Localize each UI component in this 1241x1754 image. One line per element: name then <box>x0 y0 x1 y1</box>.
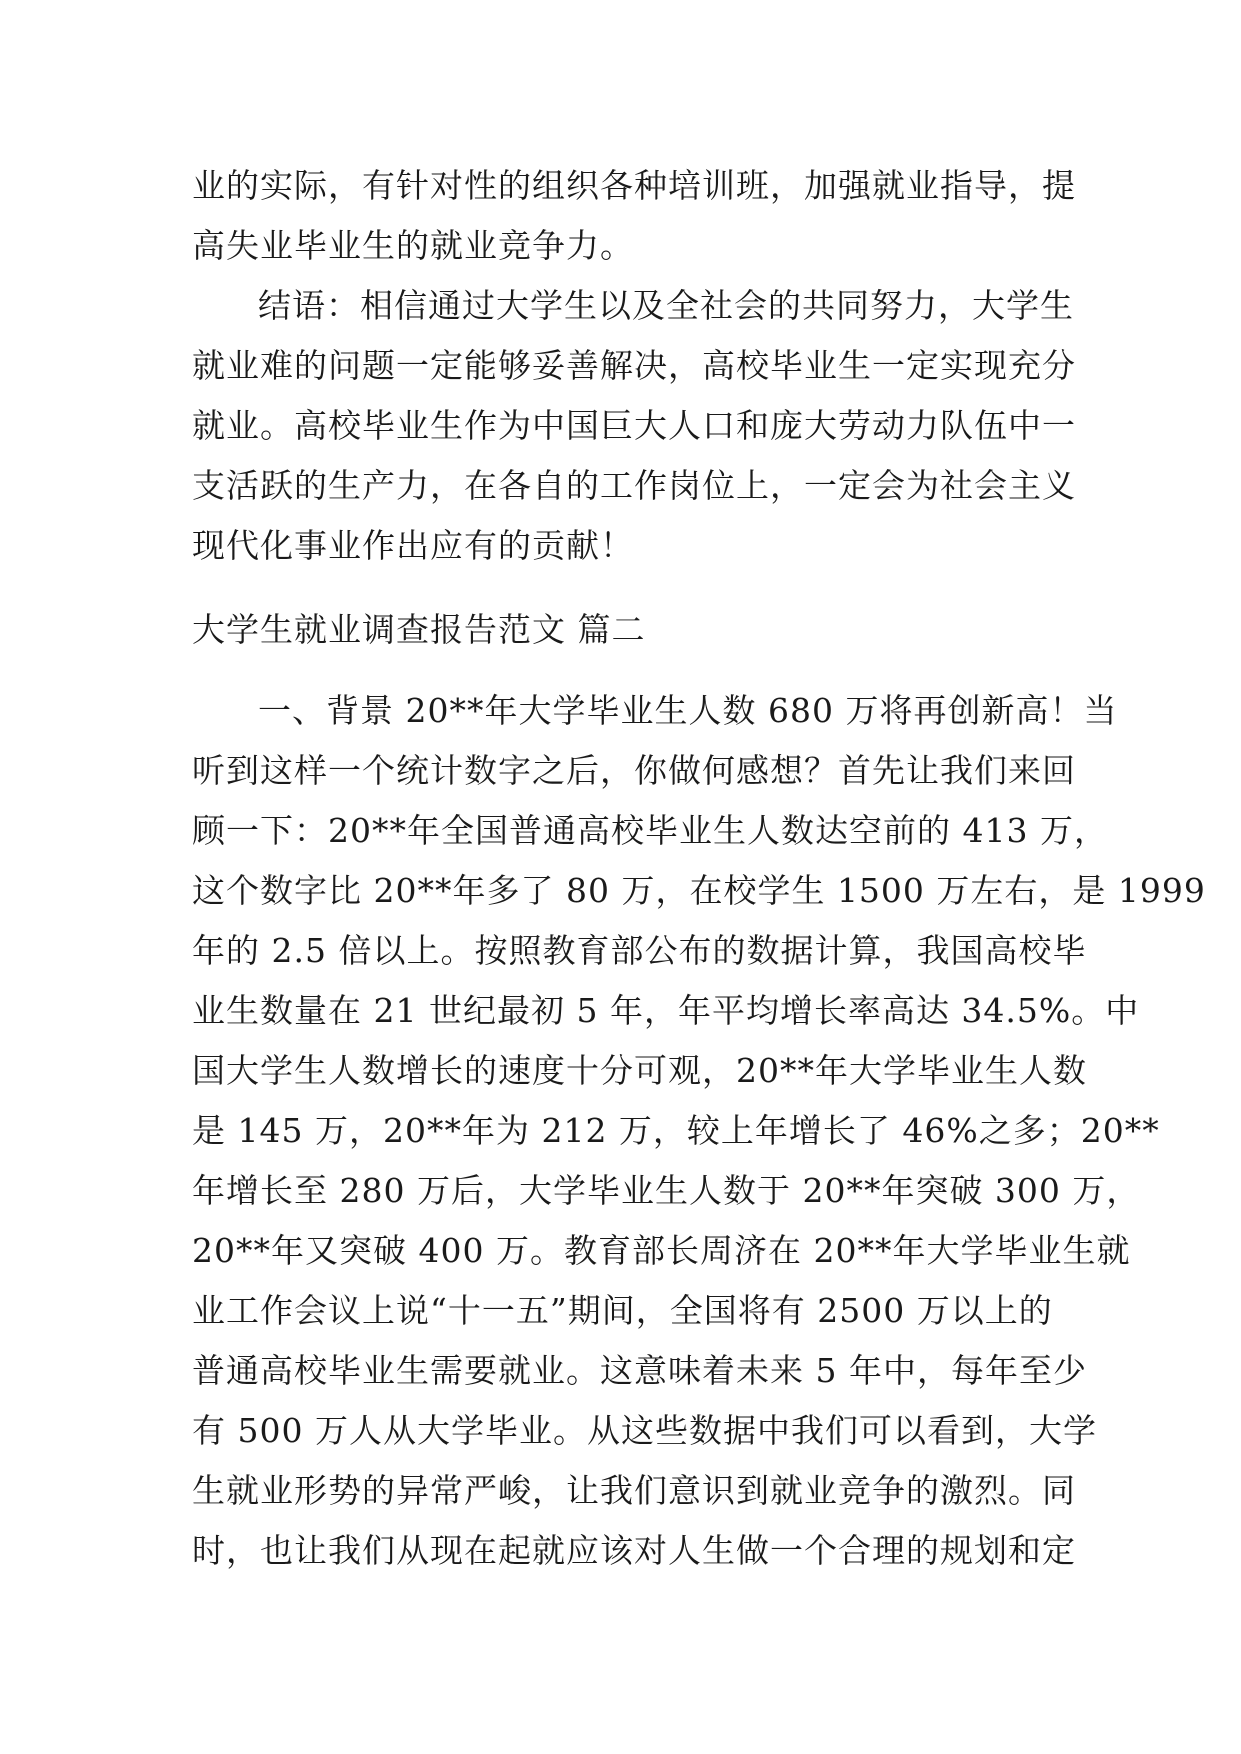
background-paragraph <box>192 681 1206 1581</box>
section-heading <box>192 600 1052 660</box>
text-line: 这个数字比 20**年多了 80 万，在校学生 1500 万左右，是 1999 <box>192 871 1206 910</box>
continued-paragraph <box>192 156 1076 276</box>
text-line: 就业。高校毕业生作为中国巨大人口和庞大劳动力队伍中一 <box>192 406 1076 445</box>
text-line: 一、背景 20**年大学毕业生人数 680 万将再创新高！当 <box>258 691 1118 730</box>
text-line: 年增长至 280 万后，大学毕业生人数于 20**年突破 300 万， <box>192 1171 1141 1210</box>
text-line: 年的 2.5 倍以上。按照教育部公布的数据计算，我国高校毕 <box>192 931 1087 970</box>
text-line: 结语：相信通过大学生以及全社会的共同努力，大学生 <box>258 286 1074 325</box>
text-line: 国大学生人数增长的速度十分可观，20**年大学毕业生人数 <box>192 1051 1087 1090</box>
text-line: 支活跃的生产力，在各自的工作岗位上，一定会为社会主义 <box>192 466 1076 505</box>
text-line: 20**年又突破 400 万。教育部长周济在 20**年大学毕业生就 <box>192 1231 1131 1270</box>
text-line: 现代化事业作出应有的贡献！ <box>192 526 634 565</box>
text-line: 有 500 万人从大学毕业。从这些数据中我们可以看到，大学 <box>192 1411 1097 1450</box>
text-line: 业工作会议上说“十一五”期间，全国将有 2500 万以上的 <box>192 1291 1053 1330</box>
text-line: 顾一下：20**年全国普通高校毕业生人数达空前的 413 万， <box>192 811 1108 850</box>
text-line: 高失业毕业生的就业竞争力。 <box>192 226 634 265</box>
section-heading-text: 大学生就业调查报告范文 篇二 <box>192 610 646 649</box>
text-line: 听到这样一个统计数字之后，你做何感想？首先让我们来回 <box>192 751 1076 790</box>
text-line: 普通高校毕业生需要就业。这意味着未来 5 年中，每年至少 <box>192 1351 1087 1390</box>
text-line: 就业难的问题一定能够妥善解决，高校毕业生一定实现充分 <box>192 346 1076 385</box>
text-line: 时，也让我们从现在起就应该对人生做一个合理的规划和定 <box>192 1531 1076 1570</box>
conclusion-paragraph <box>192 276 1076 576</box>
text-line: 是 145 万，20**年为 212 万，较上年增长了 46%之多；20** <box>192 1111 1160 1150</box>
text-line: 业的实际，有针对性的组织各种培训班，加强就业指导，提 <box>192 166 1076 205</box>
text-line: 业生数量在 21 世纪最初 5 年，年平均增长率高达 34.5%。中 <box>192 991 1140 1030</box>
text-line: 生就业形势的异常严峻，让我们意识到就业竞争的激烈。同 <box>192 1471 1076 1510</box>
